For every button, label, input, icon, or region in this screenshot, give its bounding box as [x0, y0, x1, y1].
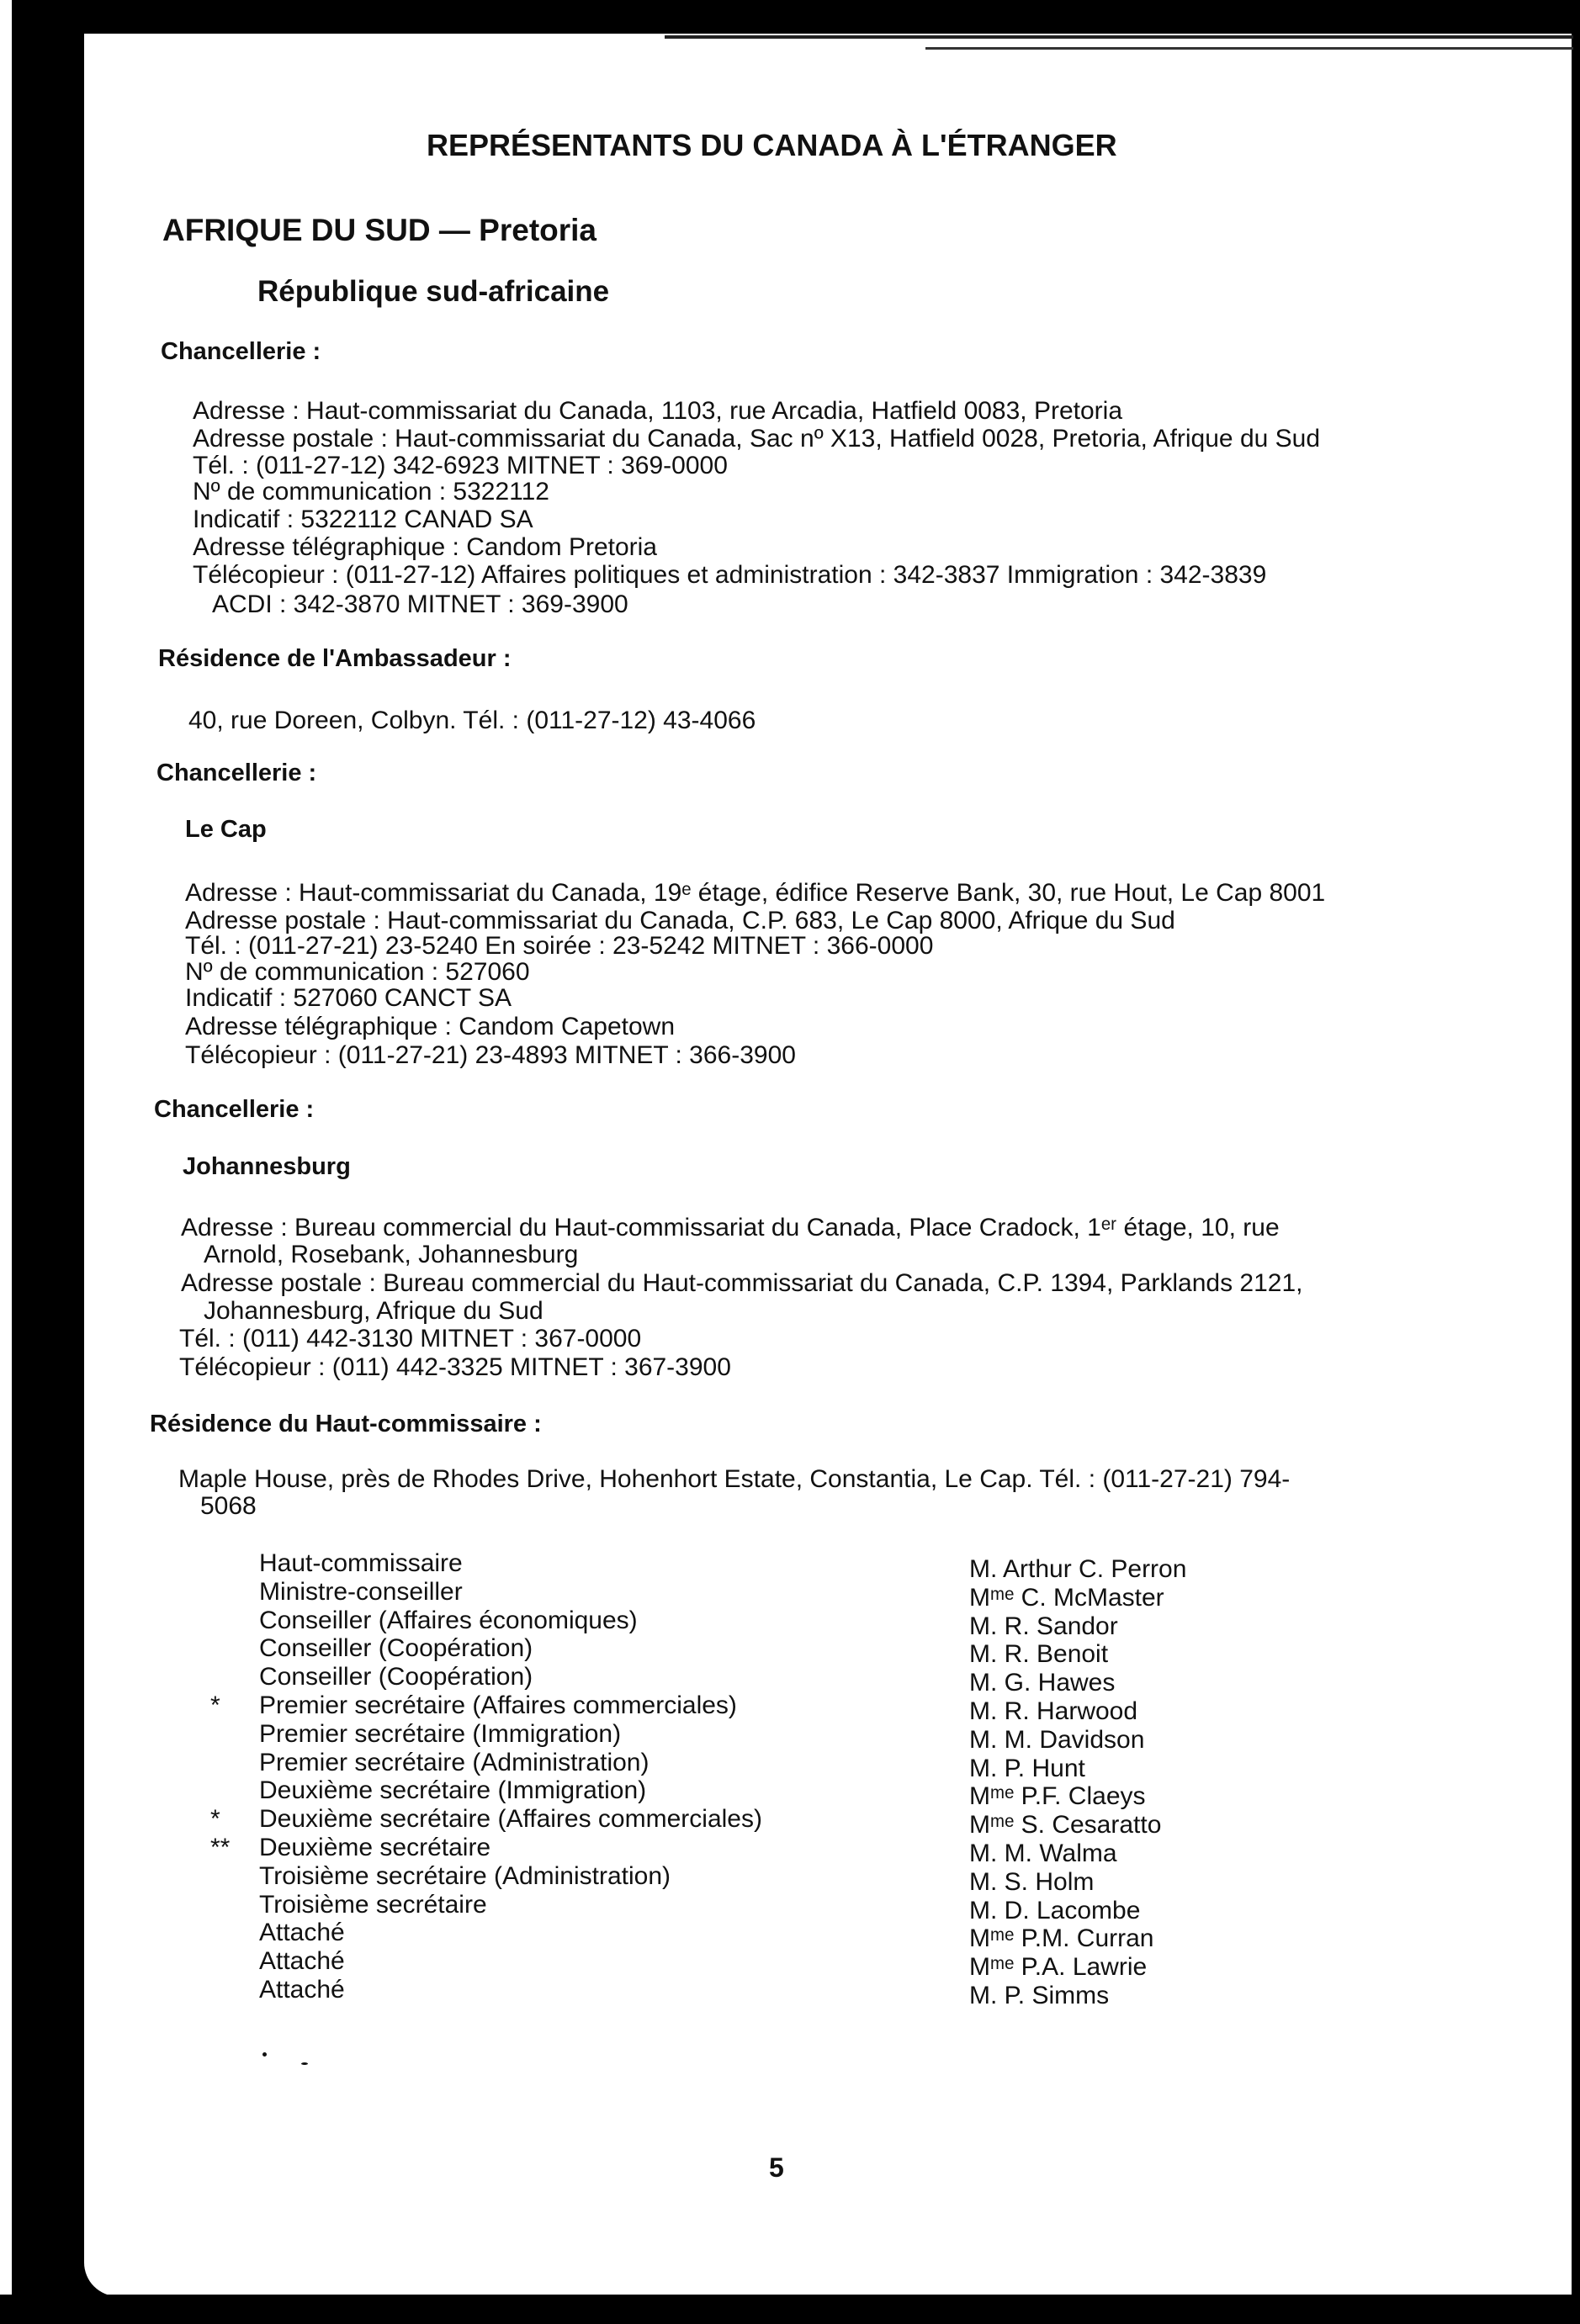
scan-edge-line-2 — [925, 47, 1573, 50]
staff-marker — [210, 1947, 252, 1976]
staff-title: Deuxième secrétaire — [259, 1833, 491, 1861]
section-heading: Résidence de l'Ambassadeur : — [158, 645, 512, 672]
section-heading: Chancellerie : — [156, 760, 317, 786]
staff-name: M. R. Sandor — [969, 1612, 1118, 1640]
scan-speck — [262, 2052, 267, 2057]
staff-title: Haut-commissaire — [259, 1549, 463, 1577]
telegraph-address-line: Adresse télégraphique : Candom Capetown — [185, 1013, 676, 1040]
postal-address-line-continued: Johannesburg, Afrique du Sud — [204, 1297, 543, 1325]
staff-marker — [210, 1749, 252, 1777]
section-heading: Chancellerie : — [161, 338, 321, 365]
staff-marker — [210, 1862, 252, 1891]
staff-name: Mᵐᵉ C. McMaster — [969, 1583, 1164, 1612]
phone-line: Tél. : (011-27-21) 23-5240 En soirée : 23-5242 MITNET : 366-0000 — [185, 932, 934, 960]
staff-title: Premier secrétaire (Immigration) — [259, 1719, 622, 1748]
staff-markers — [210, 1549, 252, 2004]
staff-title: Premier secrétaire (Administration) — [259, 1748, 649, 1776]
residence-address-line-continued: 5068 — [200, 1492, 257, 1520]
staff-name: M. S. Holm — [969, 1867, 1095, 1896]
staff-name: Mᵐᵉ P.M. Curran — [969, 1924, 1154, 1953]
section-heading: Chancellerie : — [154, 1096, 315, 1123]
staff-title: Attaché — [259, 1975, 345, 2004]
staff-title: Attaché — [259, 1919, 345, 1947]
staff-title: Troisième secrétaire (Administration) — [259, 1861, 671, 1890]
callsign-line: Indicatif : 5322112 CANAD SA — [193, 506, 533, 533]
staff-name: M. M. Davidson — [969, 1725, 1145, 1754]
address-line: Adresse : Haut-commissariat du Canada, 1103, rue Arcadia, Hatfield 0083, Pretoria — [193, 397, 1123, 425]
scan-bottom-edge — [0, 2295, 1580, 2324]
country-heading: AFRIQUE DU SUD — Pretoria — [162, 213, 597, 247]
staff-name: M. P. Simms — [969, 1981, 1110, 2009]
staff-names — [969, 1555, 1186, 2010]
postal-address-line: Adresse postale : Bureau commercial du Haut-commissariat du Canada, C.P. 1394, Parklands 2121, — [181, 1269, 1303, 1297]
address-line: Adresse : Bureau commercial du Haut-commissariat du Canada, Place Cradock, 1ᵉʳ étage, 10, rue — [181, 1214, 1280, 1241]
staff-name: Mᵐᵉ P.F. Claeys — [969, 1782, 1146, 1811]
staff-title: Conseiller (Coopération) — [259, 1663, 533, 1691]
staff-marker: * — [210, 1805, 220, 1834]
staff-title: Deuxième secrétaire (Affaires commerciales) — [259, 1805, 762, 1834]
staff-name: M. Arthur C. Perron — [969, 1555, 1187, 1583]
staff-title: Troisième secrétaire — [259, 1890, 487, 1919]
phone-line: Tél. : (011-27-12) 342-6923 MITNET : 369-0000 — [193, 452, 728, 479]
staff-title: Ministre-conseiller — [259, 1577, 463, 1606]
staff-marker — [210, 1976, 252, 2004]
staff-marker: ** — [210, 1833, 231, 1861]
staff-marker: * — [210, 1691, 220, 1719]
staff-name: M. P. Hunt — [969, 1754, 1085, 1782]
telegraph-address-line: Adresse télégraphique : Candom Pretoria — [193, 533, 657, 561]
staff-name: Mᵐᵉ P.A. Lawrie — [969, 1953, 1148, 1982]
scan-edge-line — [665, 35, 1573, 39]
scan-speck — [301, 2062, 308, 2065]
staff-marker — [210, 1549, 252, 1578]
staff-marker — [210, 1578, 252, 1607]
staff-marker — [210, 1776, 252, 1805]
acdi-line: ACDI : 342-3870 MITNET : 369-3900 — [212, 590, 628, 618]
postal-address-line: Adresse postale : Haut-commissariat du Canada, C.P. 683, Le Cap 8000, Afrique du Sud — [185, 907, 1175, 934]
communication-number-line: Nº de communication : 527060 — [185, 958, 530, 986]
callsign-line: Indicatif : 527060 CANCT SA — [185, 984, 512, 1012]
staff-titles — [259, 1549, 762, 2004]
fax-line: Télécopieur : (011-27-21) 23-4893 MITNET : 366-3900 — [185, 1041, 796, 1069]
staff-title: Conseiller (Coopération) — [259, 1634, 533, 1663]
staff-marker — [210, 1919, 252, 1947]
page-number: 5 — [769, 2152, 784, 2183]
communication-number-line: Nº de communication : 5322112 — [193, 478, 549, 506]
city-heading: Le Cap — [185, 816, 267, 843]
staff-title: Conseiller (Affaires économiques) — [259, 1606, 638, 1634]
residence-address-line: Maple House, près de Rhodes Drive, Hohenhort Estate, Constantia, Le Cap. Tél. : (011-27-21) 794- — [178, 1465, 1291, 1493]
staff-name: Mᵐᵉ S. Cesaratto — [969, 1811, 1162, 1840]
staff-name: M. R. Benoit — [969, 1640, 1109, 1669]
page-title: REPRÉSENTANTS DU CANADA À L'ÉTRANGER — [427, 128, 1117, 162]
country-official-name: République sud-africaine — [257, 275, 610, 308]
staff-title: Premier secrétaire (Affaires commerciales) — [259, 1691, 737, 1719]
staff-name: M. R. Harwood — [969, 1697, 1138, 1725]
phone-line: Tél. : (011) 442-3130 MITNET : 367-0000 — [179, 1325, 642, 1353]
staff-marker — [210, 1663, 252, 1691]
fax-line: Télécopieur : (011-27-12) Affaires politiques et administration : 342-3837 Immigration : 342-3839 — [193, 561, 1267, 589]
residence-address-line: 40, rue Doreen, Colbyn. Tél. : (011-27-12) 43-4066 — [188, 707, 756, 734]
left-margin — [0, 0, 12, 2324]
postal-address-line: Adresse postale : Haut-commissariat du Canada, Sac nº X13, Hatfield 0028, Pretoria, Afrique du Sud — [193, 425, 1321, 453]
staff-marker — [210, 1607, 252, 1635]
staff-name: M. M. Walma — [969, 1839, 1117, 1867]
staff-marker — [210, 1634, 252, 1663]
staff-title: Deuxième secrétaire (Immigration) — [259, 1776, 647, 1805]
staff-marker — [210, 1720, 252, 1749]
address-line-continued: Arnold, Rosebank, Johannesburg — [204, 1241, 579, 1268]
staff-name: M. G. Hawes — [969, 1669, 1116, 1697]
section-heading: Résidence du Haut-commissaire : — [150, 1411, 542, 1437]
city-heading: Johannesburg — [183, 1153, 351, 1180]
staff-name: M. D. Lacombe — [969, 1896, 1141, 1924]
staff-title: Attaché — [259, 1947, 345, 1976]
address-line: Adresse : Haut-commissariat du Canada, 19ᵉ étage, édifice Reserve Bank, 30, rue Hout, Le Cap 8001 — [185, 879, 1326, 907]
staff-marker — [210, 1891, 252, 1919]
fax-line: Télécopieur : (011) 442-3325 MITNET : 367-3900 — [179, 1353, 731, 1381]
